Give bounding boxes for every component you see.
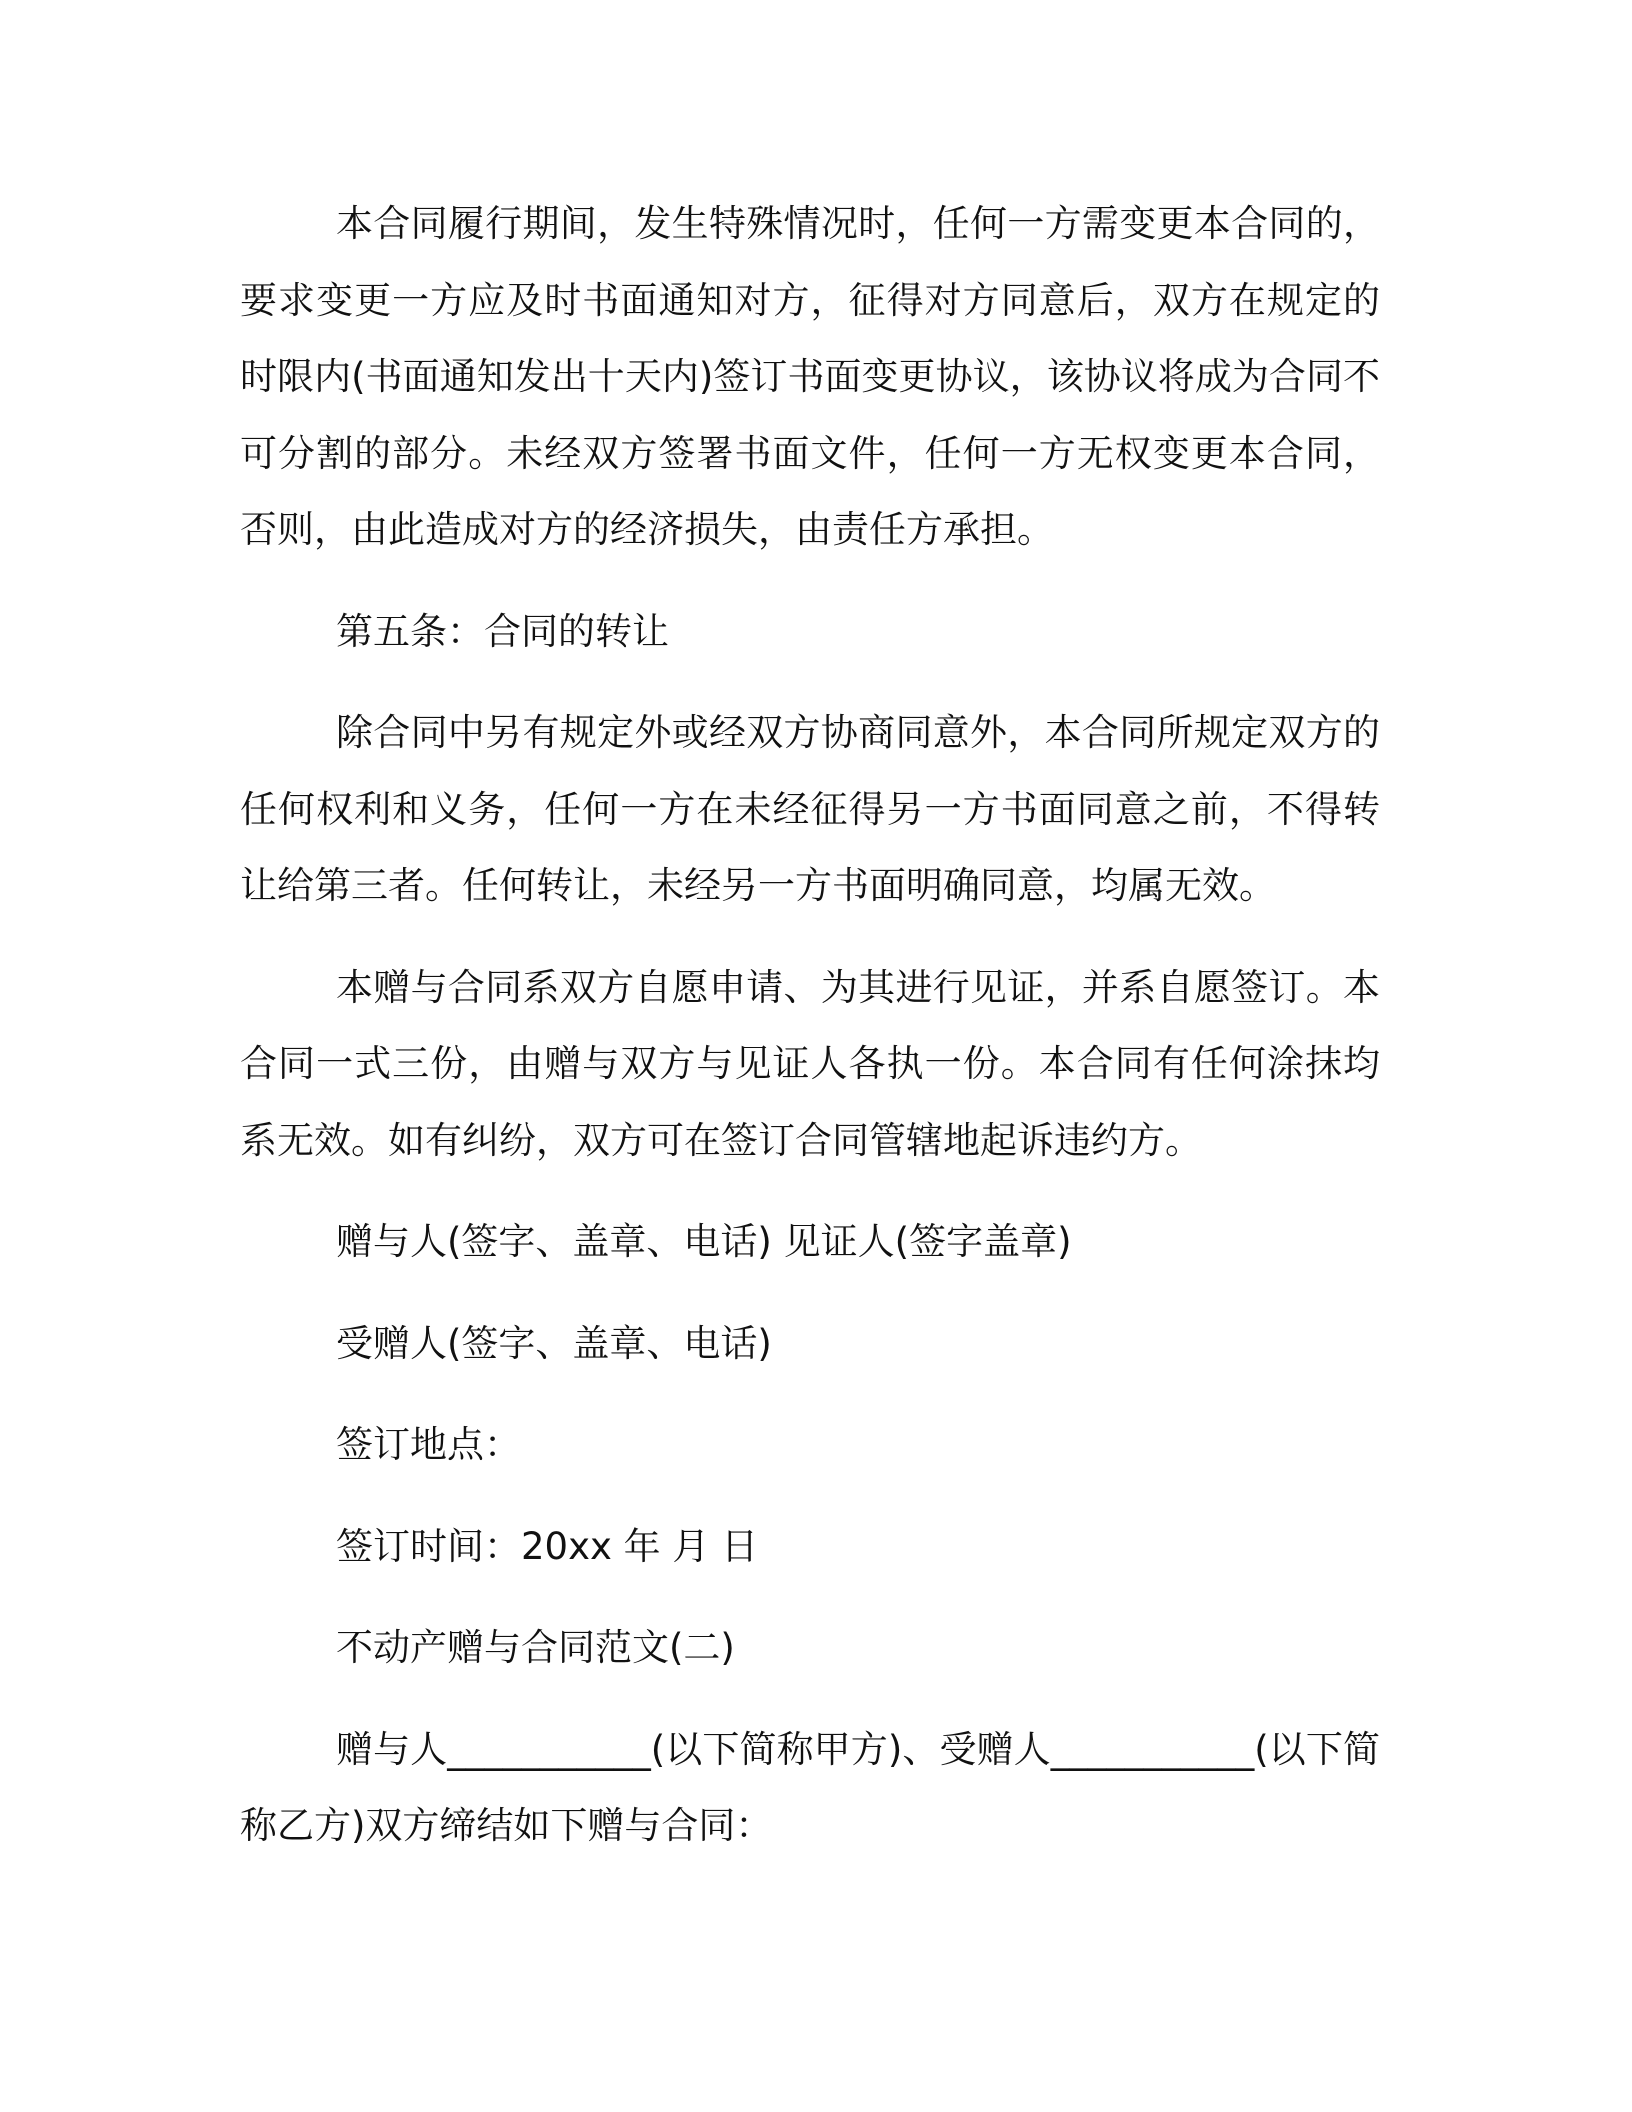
heading-article-five: 第五条：合同的转让 [336,609,669,653]
paragraph-contract-modification: 本合同履行期间，发生特殊情况时，任何一方需变更本合同的，要求变更一方应及时书面通知对方，征得对方同意后，双方在规定的时限内(书面通知发出十天内)签订书面变更协议，该协议将成为合同不可分割的部分。未经双方签署书面文件，任何一方无权变更本合同，否则，由此造成对方的经济损失，由责任方承担。 [240,202,1380,551]
document-page [240,186,1380,1865]
paragraph-gift-contract-validity: 本赠与合同系双方自愿申请、为其进行见证，并系自愿签订。本合同一式三份，由赠与双方与见证人各执一份。本合同有任何涂抹均系无效。如有纠纷，双方可在签订合同管辖地起诉违约方。 [240,965,1380,1162]
signature-line-donee: 受赠人(签字、盖章、电话) [336,1321,772,1365]
signing-place: 签订地点： [336,1423,521,1466]
signature-line-donor-witness: 赠与人(签字、盖章、电话) 见证人(签字盖章) [336,1220,1072,1263]
signing-date: 签订时间：20xx 年 月 日 [336,1524,759,1568]
paragraph-parties: 赠与人___________(以下简称甲方)、受赠人___________(以下简称乙方)双方缔结如下赠与合同： [240,1727,1380,1847]
paragraph-contract-transfer: 除合同中另有规定外或经双方协商同意外，本合同所规定双方的任何权利和义务，任何一方在未经征得另一方书面同意之前，不得转让给第三者。任何转让，未经另一方书面明确同意，均属无效。 [240,711,1380,907]
section-title-sample-two: 不动产赠与合同范文(二) [336,1626,735,1669]
